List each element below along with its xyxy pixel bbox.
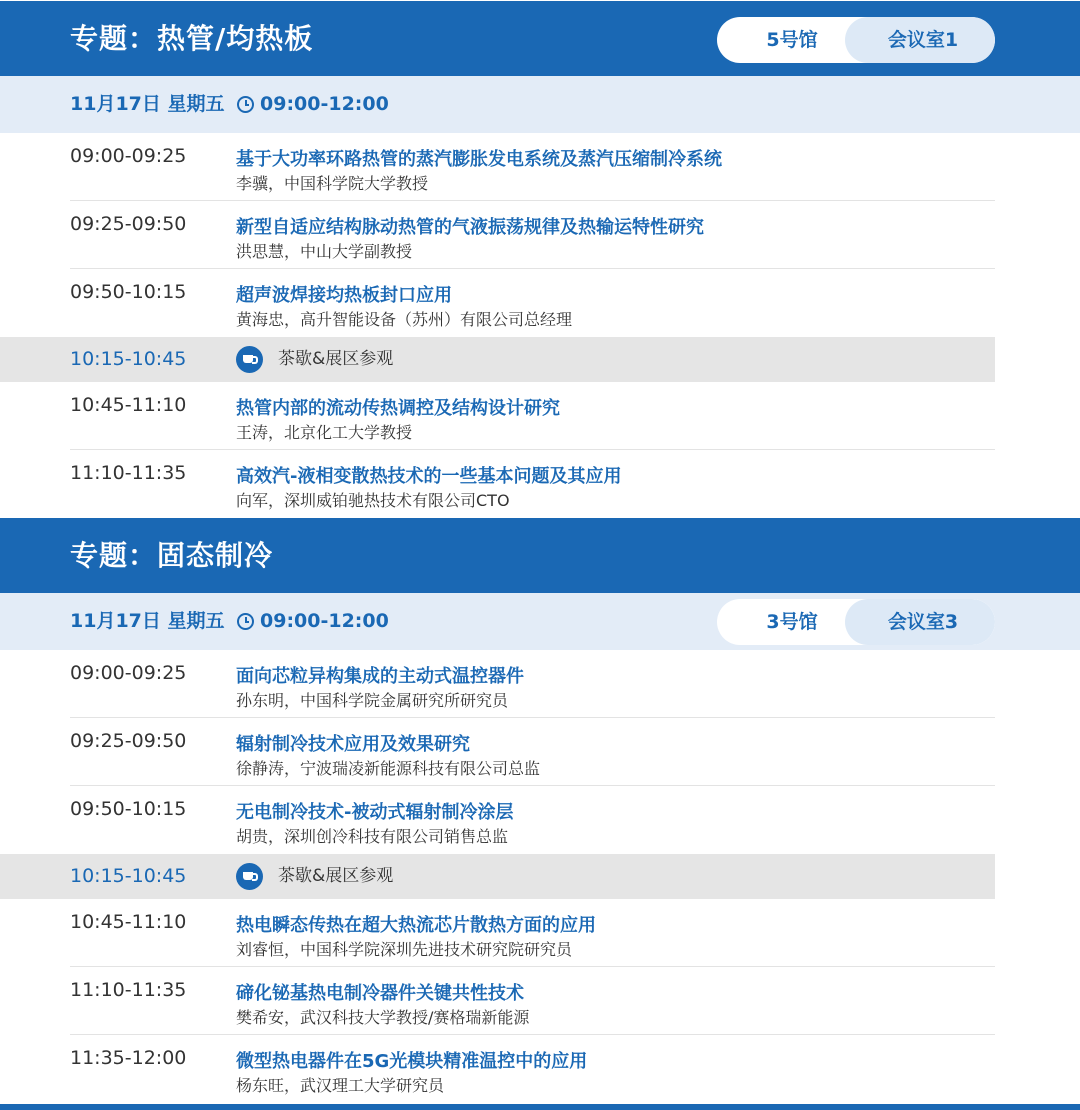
venue-room: 会议室3 [845,599,995,645]
agenda-row [0,269,1080,337]
clock-icon [237,613,254,630]
speaker: 徐静涛，宁波瑞凌新能源科技有限公司总监 [236,759,541,778]
break-label: 茶歇&展区参观 [278,866,394,886]
coffee-cup-icon [236,346,263,373]
agenda-row [0,382,1080,450]
agenda-row [0,967,1080,1035]
agenda-row [0,1035,1080,1103]
break-time: 10:15-10:45 [70,865,187,887]
date-bar [0,593,1080,650]
row-time: 09:25-09:50 [70,213,187,235]
session-date: 11月17日 星期五 [70,610,225,632]
break-time: 10:15-10:45 [70,348,187,370]
section-title: 专题：固态制冷 [70,539,274,572]
date-bar [0,76,1080,133]
speaker: 刘睿恒，中国科学院深圳先进技术研究院研究员 [236,940,573,959]
session-date: 11月17日 星期五 [70,93,225,115]
speaker: 杨东旺，武汉理工大学研究员 [236,1076,445,1095]
talk-title: 热管内部的流动传热调控及结构设计研究 [236,398,560,419]
speaker: 向军，深圳威铂驰热技术有限公司CTO [236,491,510,510]
agenda-row [0,786,1080,854]
section-header [0,1,1080,76]
section-title: 专题：热管/均热板 [70,22,314,55]
row-time: 09:00-09:25 [70,662,187,684]
bottom-border [0,1104,1080,1110]
speaker: 黄海忠，高升智能设备（苏州）有限公司总经理 [236,310,573,329]
agenda-row [0,718,1080,786]
session-time-range: 09:00-12:00 [260,93,389,115]
agenda-row [0,133,1080,201]
venue-badge [717,17,995,63]
row-time: 11:35-12:00 [70,1047,187,1069]
break-row [0,854,995,899]
speaker: 胡贵，深圳创冷科技有限公司销售总监 [236,827,509,846]
talk-title: 基于大功率环路热管的蒸汽膨胀发电系统及蒸汽压缩制冷系统 [236,149,722,170]
agenda-row [0,201,1080,269]
break-row [0,337,995,382]
venue-hall: 3号馆 [766,611,818,633]
section-header [0,518,1080,593]
row-time: 09:25-09:50 [70,730,187,752]
talk-title: 碲化铋基热电制冷器件关键共性技术 [236,983,524,1004]
break-label: 茶歇&展区参观 [278,349,394,369]
row-time: 09:50-10:15 [70,798,187,820]
coffee-cup-icon [236,863,263,890]
row-time: 10:45-11:10 [70,911,187,933]
talk-title: 新型自适应结构脉动热管的气液振荡规律及热输运特性研究 [236,217,704,238]
agenda-row [0,899,1080,967]
row-time: 11:10-11:35 [70,462,187,484]
venue-room: 会议室1 [845,17,995,63]
speaker: 洪思慧，中山大学副教授 [236,242,413,261]
agenda-row [0,450,1080,518]
talk-title: 超声波焊接均热板封口应用 [236,285,452,306]
row-time: 09:50-10:15 [70,281,187,303]
agenda-row [0,650,1080,718]
row-time: 09:00-09:25 [70,145,187,167]
talk-title: 微型热电器件在5G光模块精准温控中的应用 [236,1051,588,1072]
venue-hall: 5号馆 [766,29,818,51]
clock-icon [237,96,254,113]
talk-title: 高效汽-液相变散热技术的一些基本问题及其应用 [236,466,622,487]
speaker: 樊希安，武汉科技大学教授/赛格瑞新能源 [236,1008,530,1027]
talk-title: 辐射制冷技术应用及效果研究 [236,734,470,755]
talk-title: 面向芯粒异构集成的主动式温控器件 [236,666,524,687]
talk-title: 无电制冷技术-被动式辐射制冷涂层 [236,802,514,823]
session-time-range: 09:00-12:00 [260,610,389,632]
row-time: 10:45-11:10 [70,394,187,416]
speaker: 李骥，中国科学院大学教授 [236,174,429,193]
speaker: 王涛，北京化工大学教授 [236,423,413,442]
venue-badge [717,599,995,645]
row-time: 11:10-11:35 [70,979,187,1001]
talk-title: 热电瞬态传热在超大热流芯片散热方面的应用 [236,915,596,936]
speaker: 孙东明，中国科学院金属研究所研究员 [236,691,509,710]
